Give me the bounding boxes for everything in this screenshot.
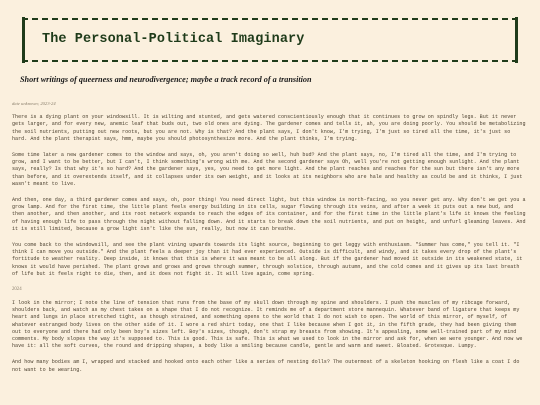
- post-paragraph: I look in the mirror; I note the line of tension that runs from the base of my skull down through my spine and shoulders. I push the muscles of my ribcage forward, shoulders back, and watch as my chest takes on a shape that I do not recognize. It reminds me of a department store mannequin. Whatever band of ligature that keeps my heart and lungs in place stretched tight, as though strained, and something opens to the world that I do not wish to open. The world of this mirror, of myself, of whatever estranged body lives on the other side of it. I wore a red shirt today, one that I like because when I got it, in the fifth grade, they had been giving them out to everyone and there had only been boy's sizes left. Boy's sizes, though, don't strap my breasts from showing. It's appealing, some well-trained part of my mind comments. My body slopes the way it's supposed to. This is good. This is safe. This is what we used to look in the mirror and ask for, when we were younger. And now we have it: all the soft curves, the round and dripping shapes, a body like a smiling because candle, gentle and warm and sweet. Bloated. Grotesque. Lumpy.: [12, 299, 523, 350]
- section-year: 2024: [12, 286, 22, 292]
- site-tagline: Short writings of queerness and neurodivergence; maybe a track record of a transition: [20, 75, 312, 84]
- header-border-left: [22, 17, 25, 63]
- post-paragraph: And then, one day, a third gardener comes and says, oh, poor thing! You need direct light, but this window is north-facing, so you never get any. Why don't we get you a grow lamp. And for the first time, the little plant feels energy building in its cells, sugar flowing through its veins, and after a week it puts out a new bud, and then another, and then another, and its root network expands to reach the edges of its container, and for the first time in the little plant's life it knows the feeling of having enough life to pass through the night without falling down. And it starts to break down the soil nutrients, and put on height, and unfurl gleaming leaves. And it is still limited, because a grow light isn't like the sun, really, but now it can breathe.: [12, 196, 526, 232]
- site-title-link[interactable]: The Personal-Political Imaginary: [42, 32, 305, 47]
- post-paragraph: And how many bodies am I, wrapped and stacked and hooked onto each other like a series of nesting dolls? The outermost of a skeleton hooking on flesh like a coat I do not want to be wearing.: [12, 359, 520, 373]
- post-paragraph: You come back to the windowsill, and see the plant vining upwards towards its light source, beginning to get leggy with enthusiasm. "Summer has come," you tell it. "I think I can move you outside." And the plant feels a deeper joy than it had ever experienced. Outside is difficult, and windy, and it takes every drop of the plant's fortitude to weather reality. Deep inside, it knows that this is where it was meant to be all along. But if the gardener had moved it outside in its weakened state, it knows it would have perished. The plant grows and grows and grows through summer, through solstice, through autumn, and the cold comes and it gives up its last breath of life but it feels right to die, then, and it does not fight it. It will live again, come spring.: [12, 241, 523, 277]
- site-header: [22, 18, 518, 62]
- post-date: date unknown; 2023-24: [12, 101, 56, 106]
- header-border-right: [515, 17, 518, 63]
- post-paragraph: Some time later a new gardener comes to the window and says, oh, you aren't doing so well, huh bud? And the plant says, no, I'm tired all the time, and I'm trying to grow, and I want to be better, but I can't, I think something's wrong with me. And the second gardener says Oh, well you're not getting enough sunlight. And the plant says, really? Is that why it's so hard? And the gardener says, yes, you need to get more light. And the plant reaches and reaches for the sun but there isn't any more than before, and it overextends itself, and it collapses under its own weight, and it looks at its neighbors who are hale and healthy as could be and it thinks, I just wasn't meant to live.: [12, 151, 523, 187]
- post-content: [12, 101, 528, 382]
- post-paragraph: There is a dying plant on your windowsill. It is wilting and stunted, and gets watered conscientiously enough that it continues to grow on spindly legs. But it never gets larger, and for every new, anemic leaf that buds out, two old ones are dying. The gardener comes and tells it, ah, you are doing poorly. You should be metabolizing the soil nutrients, putting out new roots, but you are not. Why is that? And the plant says, I don't know, I'm trying, I'm just so tired all the time, it's just so hard. And the plant therapist says, hmm, maybe you should photosynthesize more. And the plant thinks, I'm trying.: [12, 114, 526, 142]
